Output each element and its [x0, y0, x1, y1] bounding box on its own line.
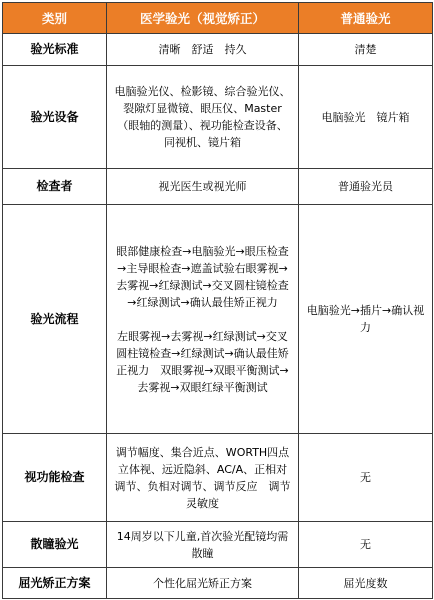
header-ordinary: 普通验光	[299, 3, 433, 34]
process-ordinary: 电脑验光→插片→确认视力	[299, 205, 433, 434]
row-label-examiner: 检查者	[3, 169, 107, 205]
standard-ordinary: 清楚	[299, 34, 433, 66]
table-header-row	[3, 3, 433, 34]
row-label-correction: 屈光矫正方案	[3, 568, 107, 599]
row-label-equipment: 验光设备	[3, 66, 107, 169]
binocular-ordinary: 无	[299, 434, 433, 522]
equipment-medical: 电脑验光仪、检影镜、综合验光仪、裂隙灯显微镜、眼压仪、Master（眼轴的测量）、视功能检查设备、同视机、镜片箱	[107, 66, 299, 169]
examiner-ordinary: 普通验光员	[299, 169, 433, 205]
process-spacer	[113, 311, 292, 328]
correction-medical: 个性化屈光矫正方案	[107, 568, 299, 599]
process-medical	[107, 205, 299, 434]
row-label-process: 验光流程	[3, 205, 107, 434]
header-category: 类别	[3, 3, 107, 34]
equipment-ordinary: 电脑验光 镜片箱	[299, 66, 433, 169]
table-row	[3, 34, 433, 66]
process-medical-part1: 眼部健康检查→电脑验光→眼压检查→主导眼检查→遮盖试验右眼雾视→去雾视→红绿测试→交叉圆柱镜检查→红绿测试→确认最佳矫正视力	[116, 244, 289, 309]
table-row	[3, 522, 433, 568]
table-row	[3, 434, 433, 522]
mydriatic-ordinary: 无	[299, 522, 433, 568]
standard-medical: 清晰 舒适 持久	[107, 34, 299, 66]
binocular-medical: 调节幅度、集合近点、WORTH四点立体视、远近隐斜、AC/A、正相对调节、负相对调节、调节反应 调节灵敏度	[107, 434, 299, 522]
row-label-standard: 验光标准	[3, 34, 107, 66]
header-medical: 医学验光（视觉矫正）	[107, 3, 299, 34]
correction-ordinary: 屈光度数	[299, 568, 433, 599]
row-label-binocular: 视功能检查	[3, 434, 107, 522]
table-row	[3, 568, 433, 599]
table-row	[3, 169, 433, 205]
row-label-mydriatic: 散瞳验光	[3, 522, 107, 568]
examiner-medical: 视光医生或视光师	[107, 169, 299, 205]
table-row	[3, 205, 433, 434]
comparison-table	[2, 2, 433, 599]
process-medical-part2: 左眼雾视→去雾视→红绿测试→交叉圆柱镜检查→红绿测试→确认最佳矫正视力 双眼雾视→双眼平衡测试→去雾视→双眼红绿平衡测试	[116, 329, 289, 394]
mydriatic-medical: 14周岁以下儿童,首次验光配镜均需散瞳	[107, 522, 299, 568]
table-row	[3, 66, 433, 169]
